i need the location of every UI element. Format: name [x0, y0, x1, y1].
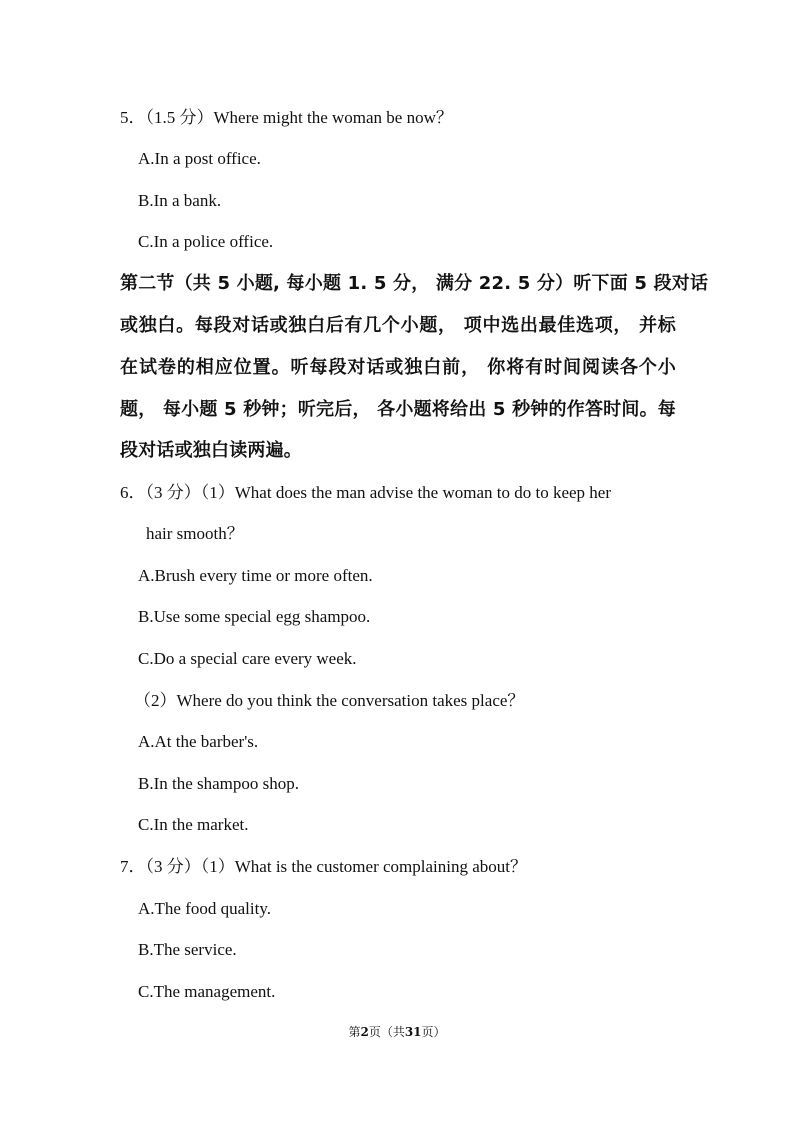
- question-5-option-c: C.In a police office.: [138, 232, 274, 251]
- question-5-option-a: A.In a post office.: [138, 149, 261, 168]
- question-5-stem: 5．（1.5 分）Where might the woman be now？: [120, 108, 453, 127]
- question-7-option-c: C.The management.: [138, 982, 276, 1001]
- section-2-instruction-line-4: 题， 每小题 5 秒钟；听完后， 各小题将给出 5 秒钟的作答时间。每: [120, 399, 676, 420]
- question-6-2-option-a: A.At the barber's.: [138, 732, 259, 751]
- question-6-1-option-b: B.Use some special egg shampoo.: [138, 607, 371, 626]
- question-5-option-b: B.In a bank.: [138, 191, 222, 210]
- footer-middle: 页（共: [368, 1025, 405, 1039]
- question-6-1-option-c: C.Do a special care every week.: [138, 649, 357, 668]
- section-2-instruction-line-5: 段对话或独白读两遍。: [120, 440, 302, 461]
- question-6-stem: 6．（3 分）（1）What does the man advise the woman to do to keep her: [120, 483, 611, 502]
- question-6-2-stem: （2）Where do you think the conversation takes place？: [134, 691, 525, 710]
- question-6-1-option-a: A.Brush every time or more often.: [138, 566, 373, 585]
- question-6-stem-continued: hair smooth？: [146, 524, 244, 543]
- page-footer: [0, 1024, 794, 1040]
- section-2-instruction-line-2: 或独白。每段对话或独白后有几个小题， 项中选出最佳选项， 并标: [120, 315, 676, 336]
- section-2-instruction-line-3: 在试卷的相应位置。听每段对话或独白前， 你将有时间阅读各个小: [120, 357, 676, 378]
- question-7-option-b: B.The service.: [138, 940, 237, 959]
- footer-page-number: 2: [360, 1025, 369, 1039]
- footer-total-pages: 31: [404, 1025, 422, 1039]
- question-7-option-a: A.The food quality.: [138, 899, 271, 918]
- footer-suffix: 页）: [421, 1025, 446, 1039]
- question-6-2-option-b: B.In the shampoo shop.: [138, 774, 300, 793]
- section-2-instruction-line-1: 第二节（共 5 小题, 每小题 1. 5 分， 满分 22. 5 分）听下面 5 段对话: [120, 273, 709, 294]
- question-6-2-option-c: C.In the market.: [138, 815, 249, 834]
- footer-prefix: 第: [348, 1025, 361, 1039]
- question-7-stem: 7．（3 分）（1）What is the customer complaining about？: [120, 857, 527, 876]
